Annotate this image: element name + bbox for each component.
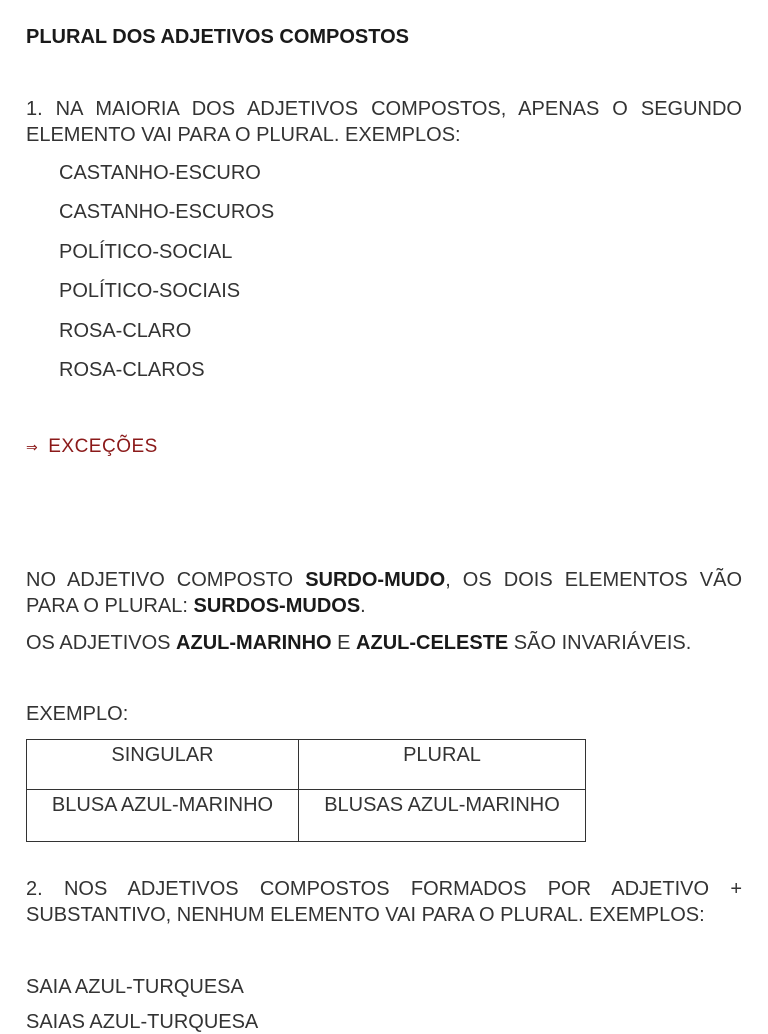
- exceptions-label: EXCEÇÕES: [48, 436, 158, 457]
- invariaveis-pre: OS ADJETIVOS: [26, 632, 177, 654]
- surdo-mudo-term: SURDO-MUDO: [305, 569, 446, 591]
- list-item: POLÍTICO-SOCIAL: [59, 240, 233, 263]
- list-item: ROSA-CLAROS: [59, 358, 205, 381]
- rule-2-example-plural: SAIAS AZUL-TURQUESA: [26, 1011, 259, 1033]
- example-table: [26, 739, 586, 842]
- rule-2-example-singular: SAIA AZUL-TURQUESA: [26, 976, 244, 998]
- double-arrow-icon: ⇒: [26, 439, 39, 455]
- surdo-mudo-plural: SURDOS-MUDOS: [193, 595, 361, 617]
- surdo-mudo-paragraph: [26, 567, 742, 619]
- list-item: ROSA-CLARO: [59, 319, 192, 342]
- example-label: EXEMPLO:: [26, 703, 129, 725]
- invariaveis-mid: E: [331, 632, 357, 654]
- surdo-mudo-end: .: [360, 595, 366, 617]
- surdo-mudo-mid: , OS DOIS ELEMENTOS VÃO PARA O PLURAL:: [26, 569, 743, 617]
- table-header-plural: PLURAL: [299, 740, 586, 790]
- page-title: PLURAL DOS ADJETIVOS COMPOSTOS: [26, 26, 410, 48]
- azul-marinho-term: AZUL-MARINHO: [176, 632, 332, 654]
- exceptions-toggle-link[interactable]: [26, 436, 158, 458]
- table-row: [27, 790, 586, 842]
- table-cell-singular: BLUSA AZUL-MARINHO: [27, 790, 299, 842]
- list-item: CASTANHO-ESCUROS: [59, 201, 275, 224]
- rule-1-example-list: [59, 160, 274, 396]
- list-item: POLÍTICO-SOCIAIS: [59, 280, 241, 303]
- table-cell-plural: BLUSAS AZUL-MARINHO: [299, 790, 586, 842]
- surdo-mudo-pre: NO ADJETIVO COMPOSTO: [26, 569, 306, 591]
- rule-1-text: 1. NA MAIORIA DOS ADJETIVOS COMPOSTOS, APENAS O SEGUNDO ELEMENTO VAI PARA O PLURAL. EXEMPLOS:: [26, 98, 742, 146]
- list-item: CASTANHO-ESCURO: [59, 162, 261, 184]
- table-header-singular: SINGULAR: [27, 740, 299, 790]
- invariaveis-end: SÃO INVARIÁVEIS.: [508, 632, 692, 654]
- rule-2-text: 2. NOS ADJETIVOS COMPOSTOS FORMADOS POR ADJETIVO + SUBSTANTIVO, NENHUM ELEMENTO VAI PARA O PLURAL. EXEMPLOS:: [26, 878, 742, 926]
- azul-celeste-term: AZUL-CELESTE: [356, 632, 509, 654]
- table-row: [27, 740, 586, 790]
- invariaveis-paragraph: [26, 630, 742, 656]
